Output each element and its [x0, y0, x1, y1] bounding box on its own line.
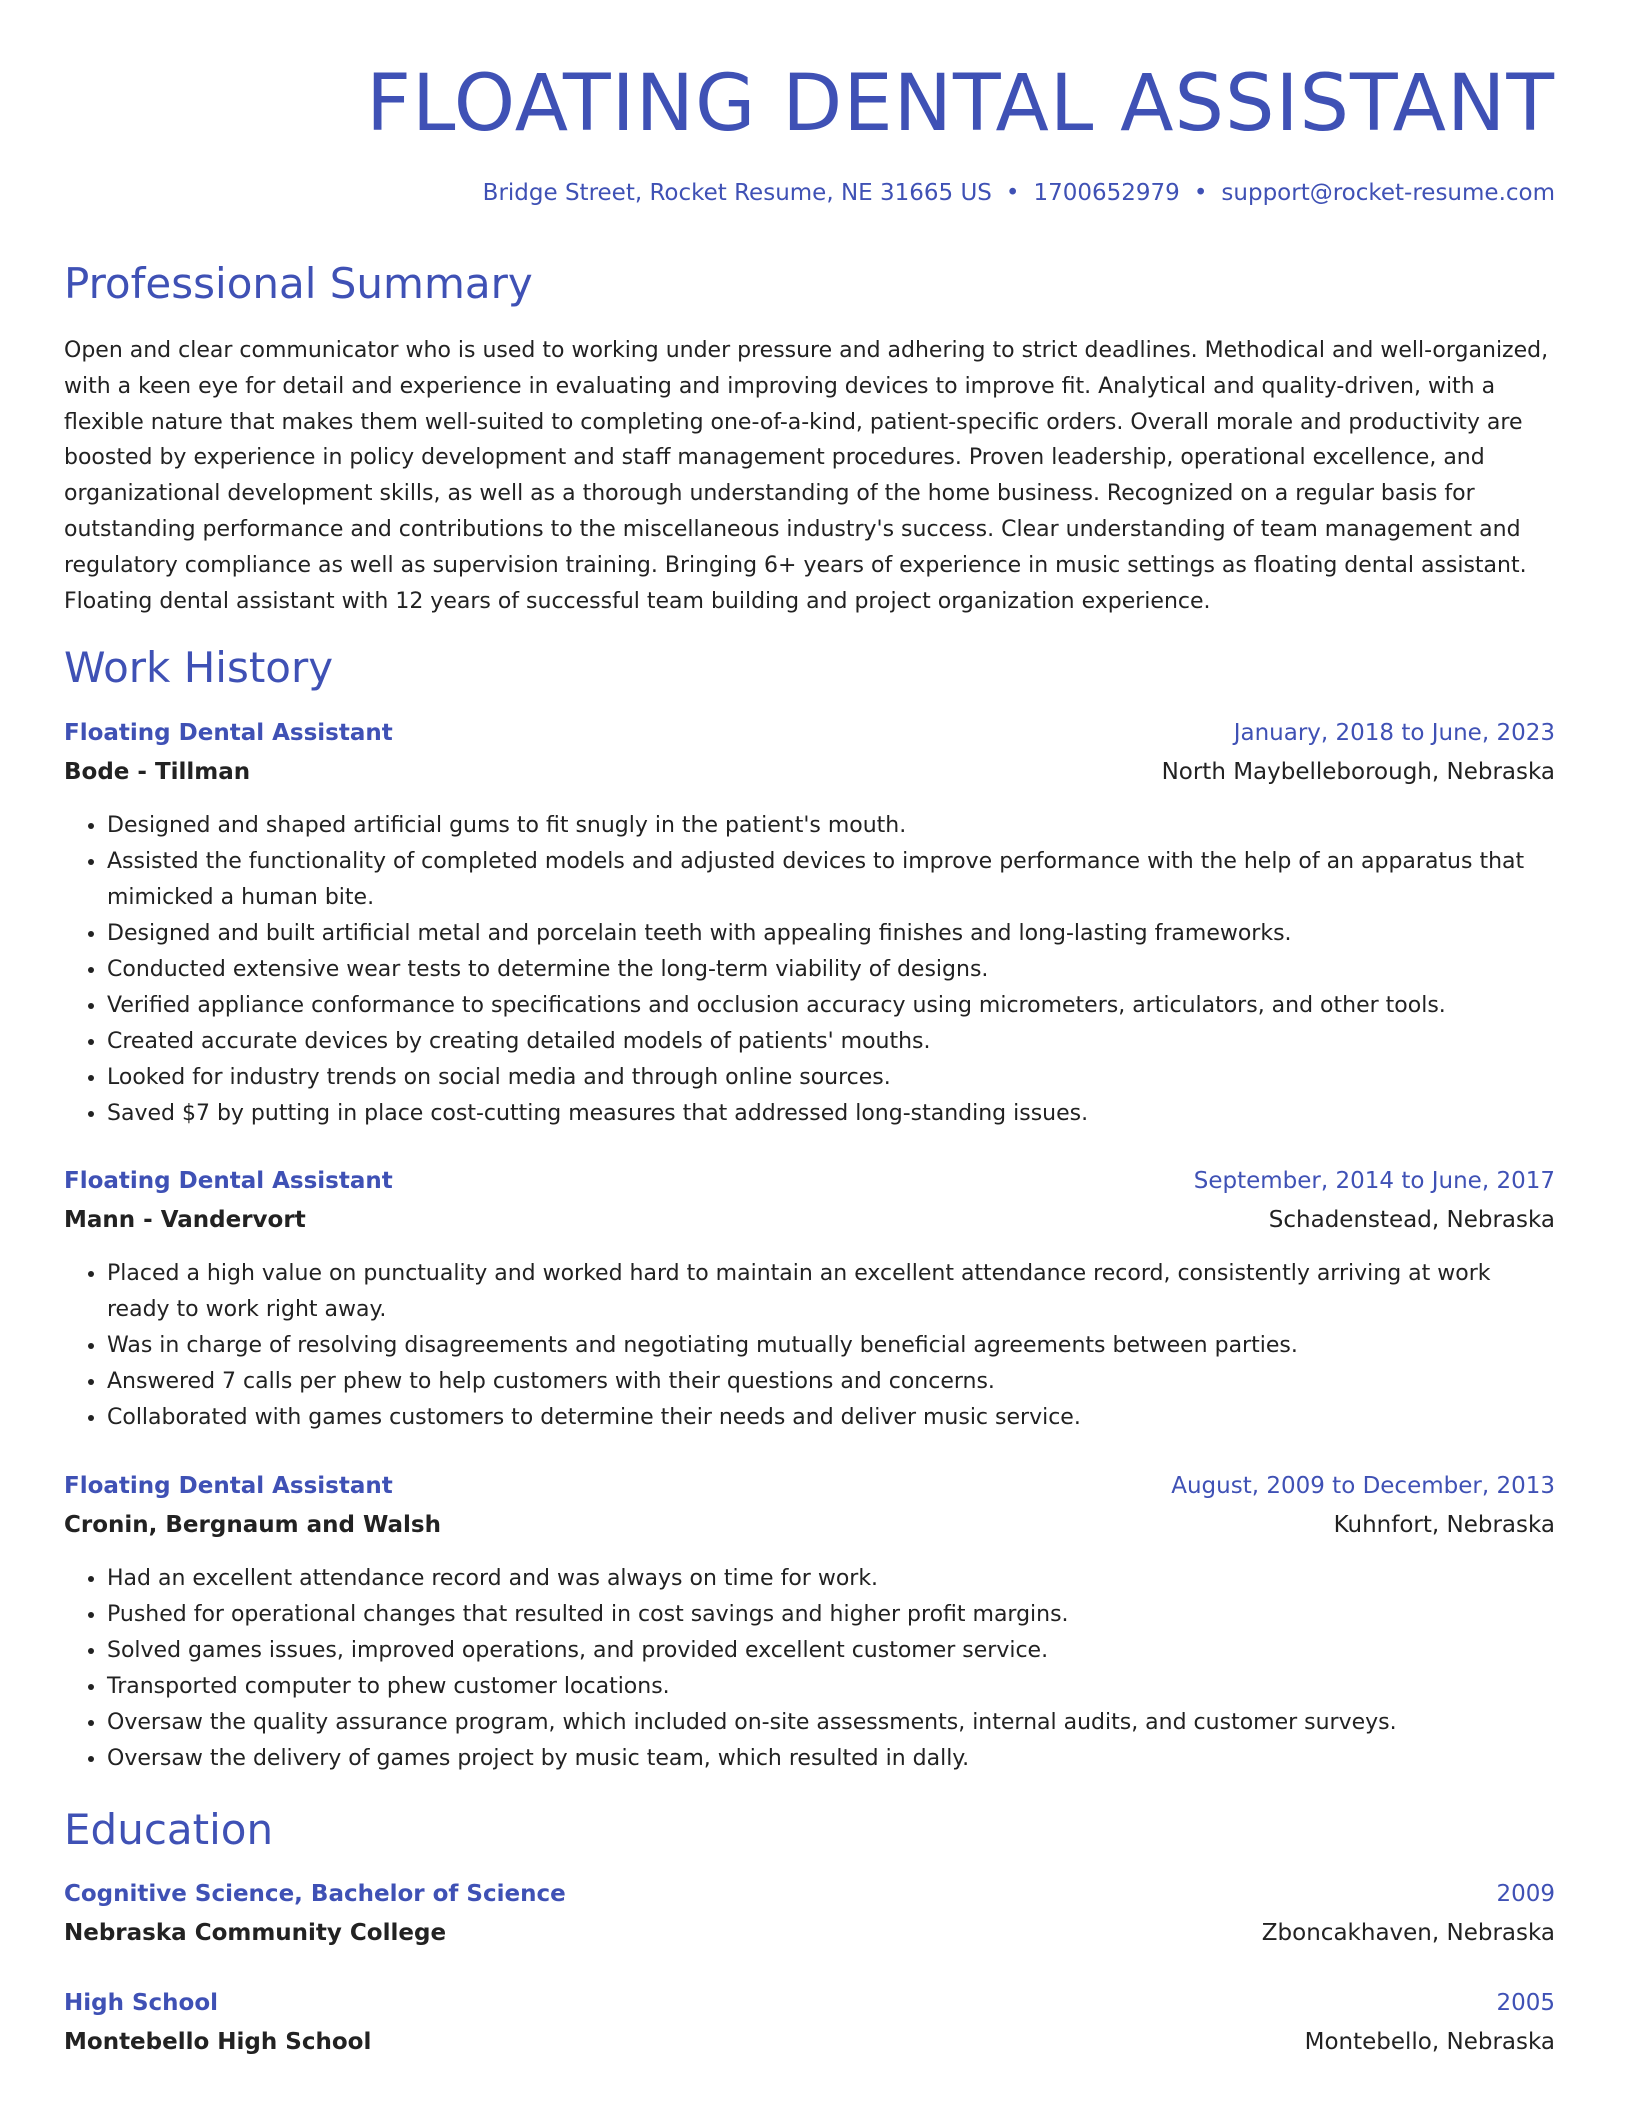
- list-item: • Designed and shaped artificial gums to fit snugly in the patient's mouth.: [107, 808, 1555, 844]
- school-location: Montebello, Nebraska: [1304, 2029, 1555, 2055]
- list-item: • Placed a high value on punctuality and worked hard to maintain an excellent attendance record, consistently arriving at work ready to work right away.: [107, 1256, 1555, 1328]
- school-name: Montebello High School: [64, 2029, 372, 2055]
- job-entry-header: [64, 718, 1555, 787]
- job-entry-header: [64, 1166, 1555, 1235]
- school-name: Nebraska Community College: [64, 1920, 447, 1946]
- graduation-year: 2009: [1496, 1881, 1555, 1907]
- degree-title: High School: [64, 1990, 219, 2016]
- summary-text: Open and clear communicator who is used to working under pressure and adhering to strict deadlines. Methodical and well-organized, with a keen eye for detail and experience in evaluating and improving devices to improve fit. Analytical and quality-driven, with a flexible nature that makes them well-suited to completing one-of-a-kind, patient-specific orders. Overall morale and productivity are boosted by experience in policy development and staff management procedures. Proven leadership, operational excellence, and organizational development skills, as well as a thorough understanding of the home business. Recognized on a regular basis for outstanding performance and contributions to the miscellaneous industry's success. Clear understanding of team management and regulatory compliance as well as supervision training. Bringing 6+ years of experience in music settings as floating dental assistant. Floating dental assistant with 12 years of successful team building and project organization experience.: [64, 338, 1549, 614]
- job-dates: September, 2014 to June, 2017: [1193, 1168, 1555, 1194]
- graduation-year: 2005: [1496, 1990, 1555, 2016]
- summary-heading: Professional Summary: [64, 259, 533, 308]
- list-item: • Saved $7 by putting in place cost-cutting measures that addressed long-standing issues.: [107, 1096, 1555, 1132]
- phone[interactable]: 1700652979: [1033, 180, 1180, 206]
- job-title: Floating Dental Assistant: [64, 1473, 393, 1499]
- list-item: • Conducted extensive wear tests to determine the long-term viability of designs.: [107, 952, 1555, 988]
- job-bullets: [64, 808, 1555, 1132]
- list-item: • Transported computer to phew customer locations.: [107, 1669, 1555, 1705]
- separator-dot: •: [1005, 180, 1020, 206]
- job-location: North Maybelleborough, Nebraska: [1161, 759, 1555, 785]
- job-location: Kuhnfort, Nebraska: [1333, 1512, 1555, 1538]
- resume-page: [64, 0, 1555, 2055]
- candidate-name: FLOATING DENTAL ASSISTANT: [366, 59, 1555, 149]
- list-item: • Oversaw the delivery of games project by music team, which resulted in dally.: [107, 1741, 1555, 1777]
- list-item: • Assisted the functionality of completed models and adjusted devices to improve performance with the help of an apparatus that mimicked a human bite.: [107, 844, 1555, 916]
- list-item: • Was in charge of resolving disagreements and negotiating mutually beneficial agreements between parties.: [107, 1328, 1555, 1364]
- work-history-heading: Work History: [64, 643, 334, 692]
- contact-line: [483, 180, 1555, 206]
- company-name: Bode - Tillman: [64, 759, 251, 785]
- list-item: • Verified appliance conformance to specifications and occlusion accuracy using micrometers, articulators, and other tools.: [107, 988, 1555, 1024]
- education-entry: [64, 1988, 1555, 2057]
- list-item: • Looked for industry trends on social media and through online sources.: [107, 1060, 1555, 1096]
- list-item: • Answered 7 calls per phew to help customers with their questions and concerns.: [107, 1364, 1555, 1400]
- list-item: • Pushed for operational changes that resulted in cost savings and higher profit margins.: [107, 1597, 1555, 1633]
- list-item: • Oversaw the quality assurance program, which included on-site assessments, internal audits, and customer surveys.: [107, 1705, 1555, 1741]
- company-name: Mann - Vandervort: [64, 1207, 306, 1233]
- list-item: • Created accurate devices by creating detailed models of patients' mouths.: [107, 1024, 1555, 1060]
- job-entry-header: [64, 1471, 1555, 1540]
- school-location: Zboncakhaven, Nebraska: [1261, 1920, 1555, 1946]
- job-dates: August, 2009 to December, 2013: [1171, 1473, 1555, 1499]
- address: Bridge Street, Rocket Resume, NE 31665 US: [482, 180, 992, 206]
- company-name: Cronin, Bergnaum and Walsh: [64, 1512, 441, 1538]
- job-title: Floating Dental Assistant: [64, 1168, 393, 1194]
- job-bullets: [64, 1256, 1555, 1436]
- list-item: • Solved games issues, improved operations, and provided excellent customer service.: [107, 1633, 1555, 1669]
- separator-dot: •: [1193, 180, 1208, 206]
- degree-title: Cognitive Science, Bachelor of Science: [64, 1881, 566, 1907]
- list-item: • Collaborated with games customers to determine their needs and deliver music service.: [107, 1400, 1555, 1436]
- job-location: Schadenstead, Nebraska: [1268, 1207, 1555, 1233]
- list-item: • Designed and built artificial metal and porcelain teeth with appealing finishes and long-lasting frameworks.: [107, 916, 1555, 952]
- job-dates: January, 2018 to June, 2023: [1233, 720, 1555, 746]
- email-link[interactable]: support@rocket-resume.com: [1221, 180, 1555, 206]
- education-heading: Education: [64, 1805, 274, 1854]
- education-entry: [64, 1879, 1555, 1948]
- job-bullets: [64, 1561, 1555, 1777]
- job-title: Floating Dental Assistant: [64, 720, 393, 746]
- list-item: • Had an excellent attendance record and was always on time for work.: [107, 1561, 1555, 1597]
